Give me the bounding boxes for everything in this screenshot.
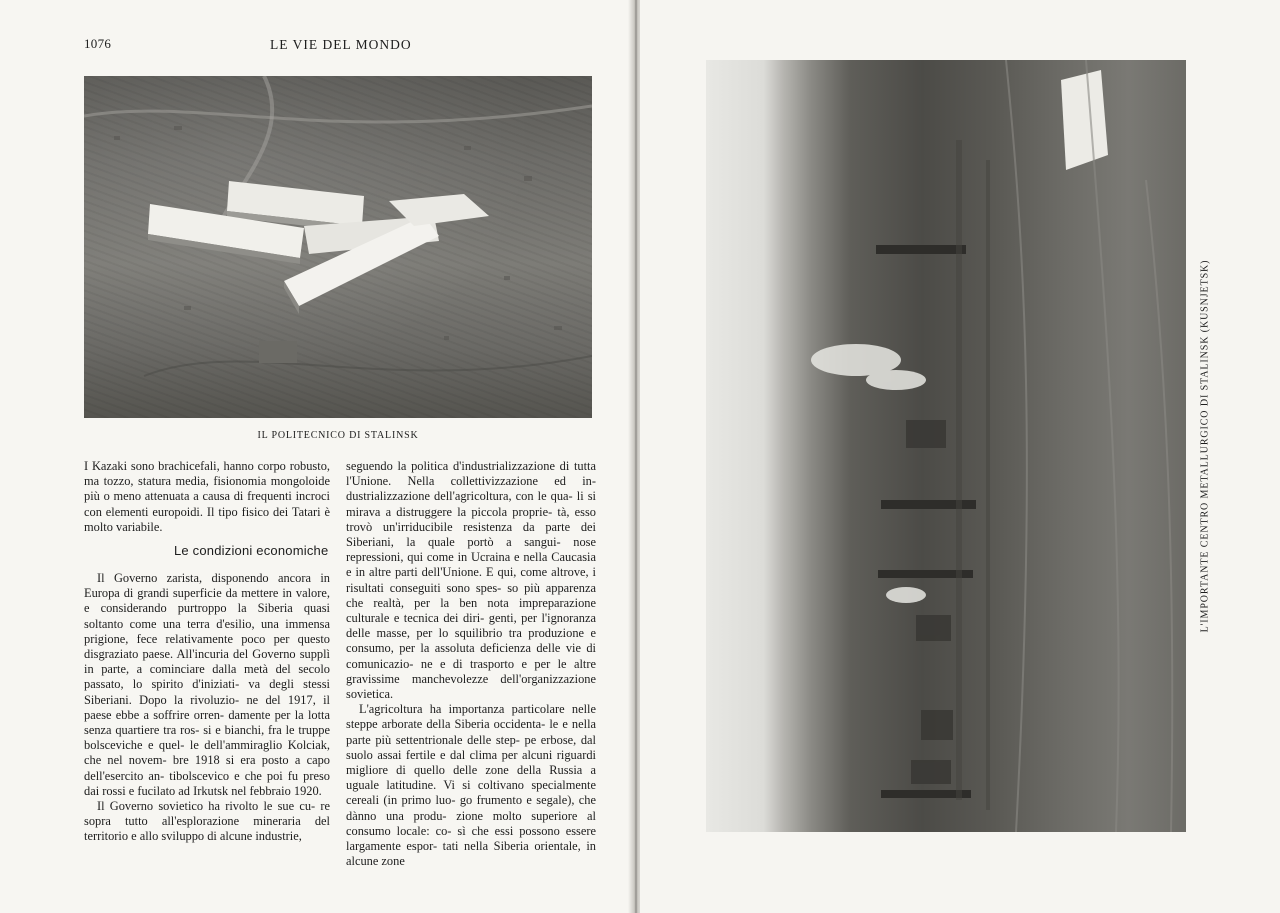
text-line: sì che essi possono essere largamente espor- — [346, 823, 597, 854]
text-line: come altrove, i risultati conseguiti sono spes- — [346, 565, 596, 595]
intro-line: frequenti incroci con elementi europoidi. Il — [84, 489, 330, 519]
text-line: immensa prigione, fece relativamente poco — [84, 616, 330, 646]
paragraph-governo-zarista — [84, 571, 330, 799]
text-line: zone della Russia a uguale latitudine. Vi si — [346, 763, 596, 793]
left-page — [0, 0, 636, 913]
intro-line: I Kazaki sono brachicefali, hanno corpo — [84, 459, 286, 473]
text-line: metà del secolo passato, lo spirito d'iniziati- — [84, 662, 330, 692]
politecnico-photo — [84, 76, 592, 418]
text-line: damente per la lotta senza quartiere tra ros- — [84, 707, 330, 738]
text-line: fucilato ad Irkutsk nel febbraio 1920. — [137, 783, 322, 798]
paragraph-governo-sovietico — [84, 799, 330, 845]
text-line: valore, e considerando purtroppo la Siberia — [84, 586, 330, 616]
text-line: Europa di grandi superficie da mettere in — [84, 586, 292, 601]
text-line: go frumento e segale), che dànno una produ- — [346, 793, 596, 823]
text-line: re sopra tutto all'esplorazione mineraria del — [84, 799, 330, 829]
industrial-photo-drawing — [706, 60, 1186, 832]
text-line: quasi soltanto come una terra d'esilio, una — [84, 601, 330, 631]
section-heading: Le condizioni economiche — [174, 543, 329, 558]
text-line: li si mirava a distruggere la piccola proprie- — [346, 489, 596, 519]
paragraph-industrializzazione — [346, 459, 596, 702]
text-line: squilibrio tra produzione e consumo, per la — [346, 626, 596, 656]
text-line: pe erbose, dal suolo assai fertile e dal clima — [346, 732, 596, 762]
text-line: Governo supplì in parte, a cominciare dalla — [84, 647, 331, 677]
text-line: nose repressioni, qui come in Ucraina e nella — [346, 535, 596, 565]
text-line: so più apparenza che realtà, per la ben nota — [346, 580, 597, 610]
paragraph-agricoltura — [346, 702, 596, 869]
text-line: per alcuni riguardi migliore di quello delle — [346, 747, 596, 778]
intro-paragraph — [84, 459, 330, 535]
page-number: 1076 — [84, 36, 112, 51]
text-line: le e nella parte più settentrionale delle step- — [346, 717, 597, 747]
text-line: L'agricoltura ha importanza particolare — [359, 702, 565, 717]
intro-line: mongoloide più o meno attenuata a causa di — [84, 474, 330, 504]
column-1-body — [84, 571, 330, 845]
text-line: seguendo la politica d'industrializzazione di — [346, 459, 570, 473]
text-line: parte dei Siberiani, la quale portò a sangui- — [346, 519, 597, 550]
text-line: assoluta deficienza delle vie di comunicazio- — [346, 641, 596, 671]
text-line: Il Governo zarista, disponendo ancora in — [97, 571, 330, 585]
text-line: le dell'ammiraglio Kolciak, che nel novem- — [84, 738, 331, 768]
text-line: coltivano specialmente cereali (in primo luo- — [346, 778, 596, 808]
text-line: territorio e allo sviluppo di alcune industrie, — [84, 829, 302, 844]
figure-caption-wrap — [1188, 60, 1222, 832]
text-line: tà, esso trovò un'irriducibile resistenza da — [346, 504, 596, 534]
intro-line: robusto, ma tozzo, statura media, fisionomia — [84, 459, 330, 489]
text-line: ne e di trasporto e per le altre gravissime — [346, 656, 596, 686]
intro-line: tipo fisico dei Tatari è molto variabile. — [84, 504, 330, 534]
text-line: per questo disgraziato paese. All'incuria del — [84, 631, 330, 662]
text-line: genti, per l'ignoranza delle masse, per lo — [346, 611, 596, 641]
text-line: nelle steppe arborate della Siberia occidenta- — [346, 702, 596, 732]
text-line: tutta l'Unione. Nella collettivizzazione ed in- — [346, 459, 596, 489]
text-line: zione molto superiore al consumo locale: co- — [346, 808, 596, 838]
text-line: tati nella Siberia orientale, in alcune zone — [346, 839, 596, 869]
aerial-photo-drawing — [84, 76, 592, 418]
text-line: Caucasia e in altre parti dell'Unione. E qui, — [346, 550, 596, 580]
text-line: impreparazione culturale e tecnica dei diri- — [346, 595, 596, 626]
running-head: LE VIE DEL MONDO — [270, 37, 412, 52]
text-line: si e bianchi, fra le truppe bolsceviche e quel- — [84, 723, 330, 753]
text-line: bre 1918 si era posto a capo dell'esercito an- — [84, 753, 330, 783]
text-line: dustrializzazione dell'agricoltura, con le qua- — [346, 489, 573, 504]
text-line: Il Governo sovietico ha rivolto le sue cu- — [97, 799, 316, 814]
text-line: manchevolezze dell'organizzazione sovietica. — [346, 671, 596, 702]
figure-caption-politecnico: IL POLITECNICO DI STALINSK — [257, 430, 419, 441]
text-line: va degli stessi Siberiani. Dopo la rivoluzio- — [84, 677, 330, 707]
figure-caption-metallurgico: L'IMPORTANTE CENTRO METALLURGICO DI STALINSK (KUSNJETSK) — [1199, 259, 1211, 633]
text-line: ne del 1917, il paese ebbe a soffrire orren- — [84, 692, 330, 722]
text-line: tibolscevico e che poi fu preso dai rossi e — [84, 768, 330, 798]
metallurgical-center-photo — [706, 60, 1186, 832]
column-2-body — [346, 459, 596, 869]
